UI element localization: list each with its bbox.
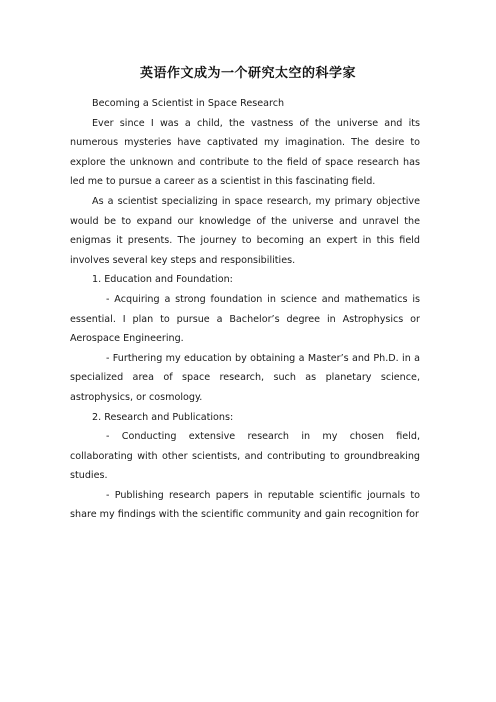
- section-heading-education: 1. Education and Foundation:: [92, 274, 233, 286]
- paragraph-objective: As a scientist specializing in space research, my primary objective would be to expand our knowledge of the universe and unravel the enigmas it presents. The journey to becoming an expert in this field involves several key steps and responsibilities.: [70, 195, 420, 266]
- bullet-item: - Publishing research papers in reputable scientific journals to share my findings with the scientific community and gain recognition for: [70, 489, 420, 521]
- bullet-item: - Acquiring a strong foundation in science and mathematics is essential. I plan to pursue a Bachelor’s degree in Astrophysics or Aerospace Engineering.: [70, 293, 420, 345]
- bullet-item: - Conducting extensive research in my chosen field, collaborating with other scientists, and contributing to groundbreaking studies.: [70, 431, 420, 482]
- essay-heading: Becoming a Scientist in Space Research: [92, 98, 285, 109]
- document-title: 英语作文成为一个研究太空的科学家: [139, 66, 356, 81]
- document-body: [70, 94, 420, 525]
- paragraph-intro: Ever since I was a child, the vastness of the universe and its numerous mysteries have captivated my imagination. The desire to explore the unknown and contribute to the field of space research has led me to pursue a career as a scientist in this fascinating field.: [70, 117, 420, 188]
- section-heading-research: 2. Research and Publications:: [92, 411, 234, 423]
- bullet-item: - Furthering my education by obtaining a Master’s and Ph.D. in a specialized area of space research, such as planetary science, astrophysics, or cosmology.: [70, 352, 420, 403]
